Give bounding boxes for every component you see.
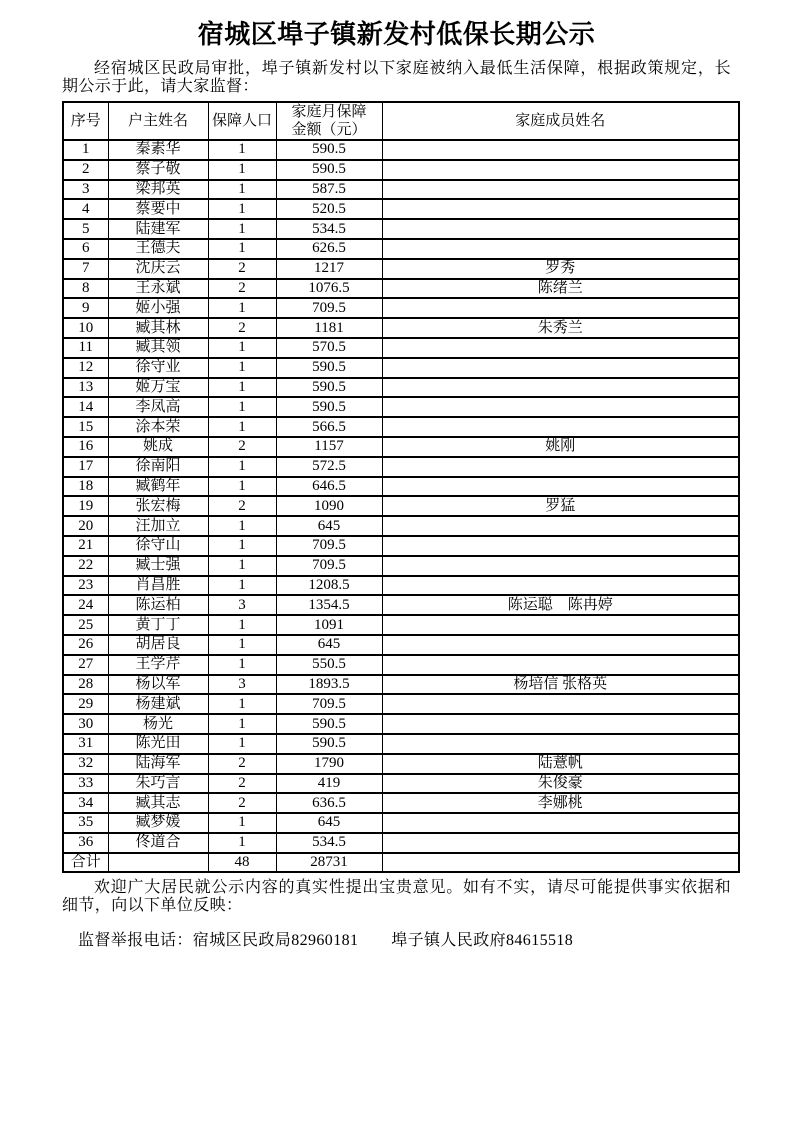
header-population: 保障人口 <box>208 102 276 140</box>
householder-name: 杨建斌 <box>108 694 208 714</box>
family-members <box>382 180 739 200</box>
row-index: 21 <box>63 536 108 556</box>
table-row <box>63 457 739 477</box>
householder-name: 汪加立 <box>108 516 208 536</box>
row-index: 10 <box>63 318 108 338</box>
family-members: 陈绪兰 <box>382 279 739 299</box>
population: 1 <box>208 635 276 655</box>
row-index: 6 <box>63 239 108 259</box>
table-row <box>63 793 739 813</box>
row-index: 24 <box>63 595 108 615</box>
householder-name: 朱巧言 <box>108 774 208 794</box>
monthly-amount: 709.5 <box>276 556 382 576</box>
row-index: 16 <box>63 437 108 457</box>
row-index: 20 <box>63 516 108 536</box>
householder-name: 姬小强 <box>108 298 208 318</box>
row-index: 合计 <box>63 853 108 873</box>
row-index: 4 <box>63 199 108 219</box>
monthly-amount: 572.5 <box>276 457 382 477</box>
family-members <box>382 516 739 536</box>
monthly-amount: 550.5 <box>276 655 382 675</box>
householder-name: 涂本荣 <box>108 417 208 437</box>
table-row <box>63 318 739 338</box>
householder-name: 陆建军 <box>108 219 208 239</box>
monthly-amount: 534.5 <box>276 219 382 239</box>
row-index: 18 <box>63 477 108 497</box>
row-index: 34 <box>63 793 108 813</box>
family-members: 罗猛 <box>382 496 739 516</box>
monthly-amount: 709.5 <box>276 536 382 556</box>
table-row <box>63 279 739 299</box>
householder-name: 王永斌 <box>108 279 208 299</box>
family-members <box>382 576 739 596</box>
table-row <box>63 259 739 279</box>
householder-name: 张宏梅 <box>108 496 208 516</box>
table-row <box>63 833 739 853</box>
table-row <box>63 734 739 754</box>
monthly-amount: 709.5 <box>276 298 382 318</box>
householder-name: 陈光田 <box>108 734 208 754</box>
family-members <box>382 694 739 714</box>
family-members <box>382 655 739 675</box>
population: 1 <box>208 180 276 200</box>
family-members <box>382 219 739 239</box>
householder-name: 蔡子敬 <box>108 160 208 180</box>
population: 48 <box>208 853 276 873</box>
householder-name: 臧其林 <box>108 318 208 338</box>
table-row <box>63 635 739 655</box>
table-row <box>63 397 739 417</box>
monthly-amount: 590.5 <box>276 397 382 417</box>
family-members <box>382 714 739 734</box>
population: 2 <box>208 318 276 338</box>
householder-name: 姚成 <box>108 437 208 457</box>
table-row <box>63 160 739 180</box>
row-index: 31 <box>63 734 108 754</box>
table-row <box>63 714 739 734</box>
monthly-amount: 587.5 <box>276 180 382 200</box>
row-index: 35 <box>63 813 108 833</box>
header-family-members: 家庭成员姓名 <box>382 102 739 140</box>
family-members: 杨培信 张格英 <box>382 675 739 695</box>
family-members <box>382 239 739 259</box>
population: 2 <box>208 793 276 813</box>
monthly-amount: 1217 <box>276 259 382 279</box>
family-members <box>382 417 739 437</box>
page-title: 宿城区埠子镇新发村低保长期公示 <box>197 20 596 49</box>
population: 1 <box>208 239 276 259</box>
row-index: 25 <box>63 615 108 635</box>
table-row <box>63 813 739 833</box>
family-members: 姚刚 <box>382 437 739 457</box>
header-row <box>63 102 739 140</box>
householder-name: 陆海军 <box>108 754 208 774</box>
table-row <box>63 358 739 378</box>
row-index: 13 <box>63 378 108 398</box>
row-index: 12 <box>63 358 108 378</box>
population: 2 <box>208 774 276 794</box>
householder-name <box>108 853 208 873</box>
table-row <box>63 437 739 457</box>
householder-name: 臧鹤年 <box>108 477 208 497</box>
monthly-amount: 1157 <box>276 437 382 457</box>
table-row <box>63 140 739 160</box>
row-index: 2 <box>63 160 108 180</box>
monthly-amount: 645 <box>276 516 382 536</box>
table-row <box>63 576 739 596</box>
monthly-amount: 590.5 <box>276 160 382 180</box>
row-index: 26 <box>63 635 108 655</box>
row-index: 23 <box>63 576 108 596</box>
family-members <box>382 199 739 219</box>
family-members <box>382 813 739 833</box>
table-row <box>63 298 739 318</box>
monthly-amount: 590.5 <box>276 140 382 160</box>
family-members <box>382 140 739 160</box>
population: 1 <box>208 615 276 635</box>
householder-name: 臧梦媛 <box>108 813 208 833</box>
population: 1 <box>208 477 276 497</box>
family-members <box>382 477 739 497</box>
family-members <box>382 615 739 635</box>
monthly-amount: 590.5 <box>276 734 382 754</box>
population: 3 <box>208 595 276 615</box>
householder-name: 杨光 <box>108 714 208 734</box>
monthly-amount: 645 <box>276 635 382 655</box>
family-members <box>382 853 739 873</box>
family-members <box>382 635 739 655</box>
table-row <box>63 694 739 714</box>
population: 2 <box>208 279 276 299</box>
table-row <box>63 417 739 437</box>
table-row <box>63 378 739 398</box>
population: 1 <box>208 457 276 477</box>
intro-paragraph: 经宿城区民政局审批，埠子镇新发村以下家庭被纳入最低生活保障，根据政策规定，长期公示于此，请大家监督： <box>62 60 731 95</box>
population: 1 <box>208 714 276 734</box>
table-body <box>63 140 739 872</box>
population: 2 <box>208 437 276 457</box>
table-row <box>63 477 739 497</box>
population: 2 <box>208 754 276 774</box>
row-index: 8 <box>63 279 108 299</box>
population: 1 <box>208 576 276 596</box>
population: 1 <box>208 397 276 417</box>
family-members <box>382 298 739 318</box>
monthly-amount: 1181 <box>276 318 382 338</box>
monthly-amount: 709.5 <box>276 694 382 714</box>
row-index: 27 <box>63 655 108 675</box>
family-members: 陈运聪 陈冉婷 <box>382 595 739 615</box>
population: 1 <box>208 219 276 239</box>
row-index: 17 <box>63 457 108 477</box>
row-index: 5 <box>63 219 108 239</box>
monthly-amount: 1354.5 <box>276 595 382 615</box>
householder-name: 王学芹 <box>108 655 208 675</box>
population: 1 <box>208 378 276 398</box>
table-row <box>63 754 739 774</box>
householder-name: 臧其领 <box>108 338 208 358</box>
table-row <box>63 595 739 615</box>
householder-name: 徐南阳 <box>108 457 208 477</box>
row-index: 1 <box>63 140 108 160</box>
population: 1 <box>208 734 276 754</box>
householder-name: 沈庆云 <box>108 259 208 279</box>
table-header <box>63 102 739 140</box>
monthly-amount: 1208.5 <box>276 576 382 596</box>
family-members <box>382 160 739 180</box>
family-members: 罗秀 <box>382 259 739 279</box>
householder-name: 臧其志 <box>108 793 208 813</box>
table-row <box>63 536 739 556</box>
householder-name: 梁邦英 <box>108 180 208 200</box>
family-members <box>382 833 739 853</box>
row-index: 9 <box>63 298 108 318</box>
monthly-amount: 645 <box>276 813 382 833</box>
total-row <box>63 853 739 873</box>
population: 1 <box>208 516 276 536</box>
population: 1 <box>208 140 276 160</box>
table-row <box>63 239 739 259</box>
row-index: 15 <box>63 417 108 437</box>
table-row <box>63 338 739 358</box>
householder-name: 李凤高 <box>108 397 208 417</box>
monthly-amount: 626.5 <box>276 239 382 259</box>
row-index: 3 <box>63 180 108 200</box>
monthly-amount: 1790 <box>276 754 382 774</box>
householder-name: 佟道合 <box>108 833 208 853</box>
householder-name: 胡居良 <box>108 635 208 655</box>
family-members <box>382 378 739 398</box>
header-index: 序号 <box>63 102 108 140</box>
population: 1 <box>208 358 276 378</box>
family-members: 陆薏帆 <box>382 754 739 774</box>
population: 2 <box>208 496 276 516</box>
benefits-table <box>62 101 740 873</box>
population: 1 <box>208 813 276 833</box>
population: 1 <box>208 298 276 318</box>
householder-name: 蔡要中 <box>108 199 208 219</box>
population: 2 <box>208 259 276 279</box>
monthly-amount: 520.5 <box>276 199 382 219</box>
family-members <box>382 338 739 358</box>
monthly-amount: 419 <box>276 774 382 794</box>
family-members <box>382 457 739 477</box>
table-row <box>63 615 739 635</box>
row-index: 30 <box>63 714 108 734</box>
family-members: 朱秀兰 <box>382 318 739 338</box>
monthly-amount: 1090 <box>276 496 382 516</box>
householder-name: 黄丁丁 <box>108 615 208 635</box>
population: 1 <box>208 694 276 714</box>
monthly-amount: 1893.5 <box>276 675 382 695</box>
feedback-paragraph: 欢迎广大居民就公示内容的真实性提出宝贵意见。如有不实，请尽可能提供事实依据和细节，向以下单位反映： <box>62 879 731 915</box>
population: 1 <box>208 338 276 358</box>
hotline-line: 监督举报电话：宿城区民政局82960181 埠子镇人民政府84615518 <box>78 932 574 950</box>
header-householder-name: 户主姓名 <box>108 102 208 140</box>
table-row <box>63 556 739 576</box>
population: 1 <box>208 160 276 180</box>
monthly-amount: 590.5 <box>276 358 382 378</box>
row-index: 19 <box>63 496 108 516</box>
population: 1 <box>208 536 276 556</box>
monthly-amount: 590.5 <box>276 378 382 398</box>
family-members: 李娜桃 <box>382 793 739 813</box>
monthly-amount: 570.5 <box>276 338 382 358</box>
monthly-amount: 1091 <box>276 615 382 635</box>
row-index: 36 <box>63 833 108 853</box>
population: 1 <box>208 833 276 853</box>
row-index: 7 <box>63 259 108 279</box>
monthly-amount: 566.5 <box>276 417 382 437</box>
table-row <box>63 675 739 695</box>
family-members <box>382 397 739 417</box>
family-members <box>382 734 739 754</box>
row-index: 32 <box>63 754 108 774</box>
householder-name: 姬万宝 <box>108 378 208 398</box>
householder-name: 秦素华 <box>108 140 208 160</box>
population: 3 <box>208 675 276 695</box>
row-index: 28 <box>63 675 108 695</box>
row-index: 14 <box>63 397 108 417</box>
header-monthly-amount: 家庭月保障金额（元） <box>276 102 382 140</box>
householder-name: 杨以军 <box>108 675 208 695</box>
table-row <box>63 655 739 675</box>
monthly-amount: 534.5 <box>276 833 382 853</box>
row-index: 29 <box>63 694 108 714</box>
population: 1 <box>208 417 276 437</box>
monthly-amount: 1076.5 <box>276 279 382 299</box>
householder-name: 臧士强 <box>108 556 208 576</box>
householder-name: 王德夫 <box>108 239 208 259</box>
population: 1 <box>208 199 276 219</box>
householder-name: 徐守山 <box>108 536 208 556</box>
householder-name: 陈运柏 <box>108 595 208 615</box>
family-members <box>382 556 739 576</box>
row-index: 33 <box>63 774 108 794</box>
monthly-amount: 590.5 <box>276 714 382 734</box>
population: 1 <box>208 655 276 675</box>
family-members <box>382 358 739 378</box>
family-members: 朱俊豪 <box>382 774 739 794</box>
row-index: 11 <box>63 338 108 358</box>
monthly-amount: 646.5 <box>276 477 382 497</box>
householder-name: 徐守业 <box>108 358 208 378</box>
table-row <box>63 774 739 794</box>
table-row <box>63 219 739 239</box>
monthly-amount: 28731 <box>276 853 382 873</box>
population: 1 <box>208 556 276 576</box>
householder-name: 肖昌胜 <box>108 576 208 596</box>
table-row <box>63 199 739 219</box>
table-row <box>63 516 739 536</box>
table-row <box>63 496 739 516</box>
table-row <box>63 180 739 200</box>
row-index: 22 <box>63 556 108 576</box>
monthly-amount: 636.5 <box>276 793 382 813</box>
family-members <box>382 536 739 556</box>
